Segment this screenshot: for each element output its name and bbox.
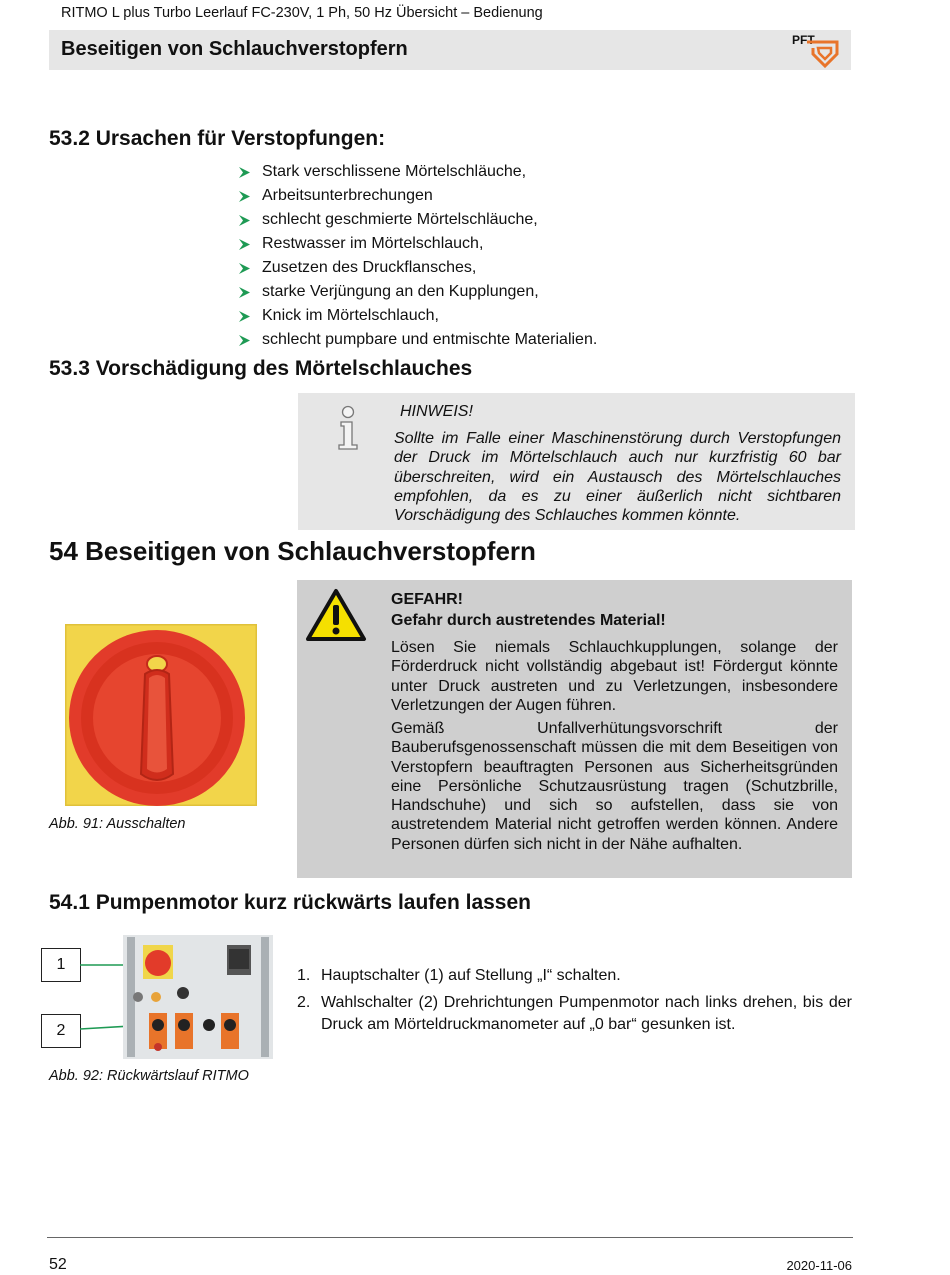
main-switch-illustration: [65, 624, 257, 806]
callout-1: 1: [41, 948, 81, 982]
arrow-bullet-icon: [238, 334, 251, 347]
steps-list: [297, 965, 852, 1041]
danger-paragraph-1: Lösen Sie niemals Schlauchkupplungen, solange der Förderdruck nicht vollständig abgebaut ist! Fördergut könnte unter Druck austreten und zu Verletzungen, insbesondere Verletzungen der Augen führen.: [391, 639, 838, 714]
step-text: Wahlschalter (2) Drehrichtungen Pumpenmotor nach links drehen, bis der Druck am Mörteldruckmanometer auf „0 bar“ gesunken ist.: [321, 994, 852, 1033]
danger-title: GEFAHR!: [391, 591, 463, 608]
list-item: Knick im Mörtelschlauch,: [238, 305, 597, 329]
warning-triangle-icon: [305, 588, 367, 642]
danger-paragraph-2: Gemäß Unfallverhütungsvorschrift der Bauberufsgenossenschaft müssen die mit dem Beseitigen von Verstopfern beauftragten Personen aus Sicherheitsgründen eine Persönliche Schutzausrüstung tragen (Schutzbrille, Handschuhe) und sich so aufstellen, dass sie von austretendem Material nicht getroffen werden können. Andere Personen dürfen sich nicht in der Nähe aufhalten.: [391, 720, 838, 853]
control-panel-photo: [123, 935, 273, 1059]
info-icon: [334, 405, 362, 451]
arrow-bullet-icon: [238, 262, 251, 275]
main-switch-photo: [65, 624, 257, 806]
step-number: 2.: [297, 994, 311, 1011]
arrow-bullet-icon: [238, 166, 251, 179]
chapter-banner: [49, 30, 851, 70]
arrow-bullet-icon: [238, 310, 251, 323]
causes-list: [238, 161, 597, 353]
logo-text: PFT: [792, 33, 815, 47]
section-53-2-heading: 53.2 Ursachen für Verstopfungen:: [49, 127, 386, 150]
arrow-bullet-icon: [238, 214, 251, 227]
arrow-bullet-icon: [238, 190, 251, 203]
section-53-3-heading: 53.3 Vorschädigung des Mörtelschlauches: [49, 357, 473, 380]
list-item: schlecht pumpbare und entmischte Materialien.: [238, 329, 597, 353]
hint-text: Sollte im Falle einer Maschinenstörung durch Verstopfungen der Druck im Mörtelschlauch auch nur kurzfristig 60 bar überschreiten, wird ein Austausch des Mörtelschlauches empfohlen, da es zu einer äußerlich nicht sichtbaren Vorschädigung des Schlauches kommen könnte.: [394, 430, 841, 525]
list-item: [297, 992, 852, 1036]
figure-91-caption: Abb. 91: Ausschalten: [49, 816, 186, 832]
control-panel-illustration: [123, 935, 273, 1059]
footer-divider: [47, 1237, 853, 1238]
danger-subtitle: Gefahr durch austretendes Material!: [391, 612, 666, 629]
step-text: Hauptschalter (1) auf Stellung „I“ schalten.: [321, 967, 621, 984]
banner-title: Beseitigen von Schlauchverstopfern: [61, 38, 408, 60]
document-title: RITMO L plus Turbo Leerlauf FC-230V, 1 Ph, 50 Hz Übersicht – Bedienung: [61, 5, 543, 21]
list-item: schlecht geschmierte Mörtelschläuche,: [238, 209, 597, 233]
pft-logo-icon: [791, 32, 839, 70]
section-54-heading: 54 Beseitigen von Schlauchverstopfern: [49, 536, 536, 566]
section-54-1-heading: 54.1 Pumpenmotor kurz rückwärts laufen lassen: [49, 891, 531, 914]
callout-2: 2: [41, 1014, 81, 1048]
step-number: 1.: [297, 967, 311, 984]
arrow-bullet-icon: [238, 238, 251, 251]
document-date: 2020-11-06: [786, 1258, 852, 1273]
list-item: Arbeitsunterbrechungen: [238, 185, 597, 209]
figure-92-caption: Abb. 92: Rückwärtslauf RITMO: [49, 1068, 249, 1084]
page-number: 52: [49, 1256, 67, 1273]
list-item: starke Verjüngung an den Kupplungen,: [238, 281, 597, 305]
list-item: Restwasser im Mörtelschlauch,: [238, 233, 597, 257]
arrow-bullet-icon: [238, 286, 251, 299]
danger-box: [297, 580, 852, 878]
list-item: [297, 965, 852, 987]
hint-box: [298, 393, 855, 530]
hint-label: HINWEIS!: [400, 403, 473, 420]
list-item: Stark verschlissene Mörtelschläuche,: [238, 161, 597, 185]
list-item: Zusetzen des Druckflansches,: [238, 257, 597, 281]
